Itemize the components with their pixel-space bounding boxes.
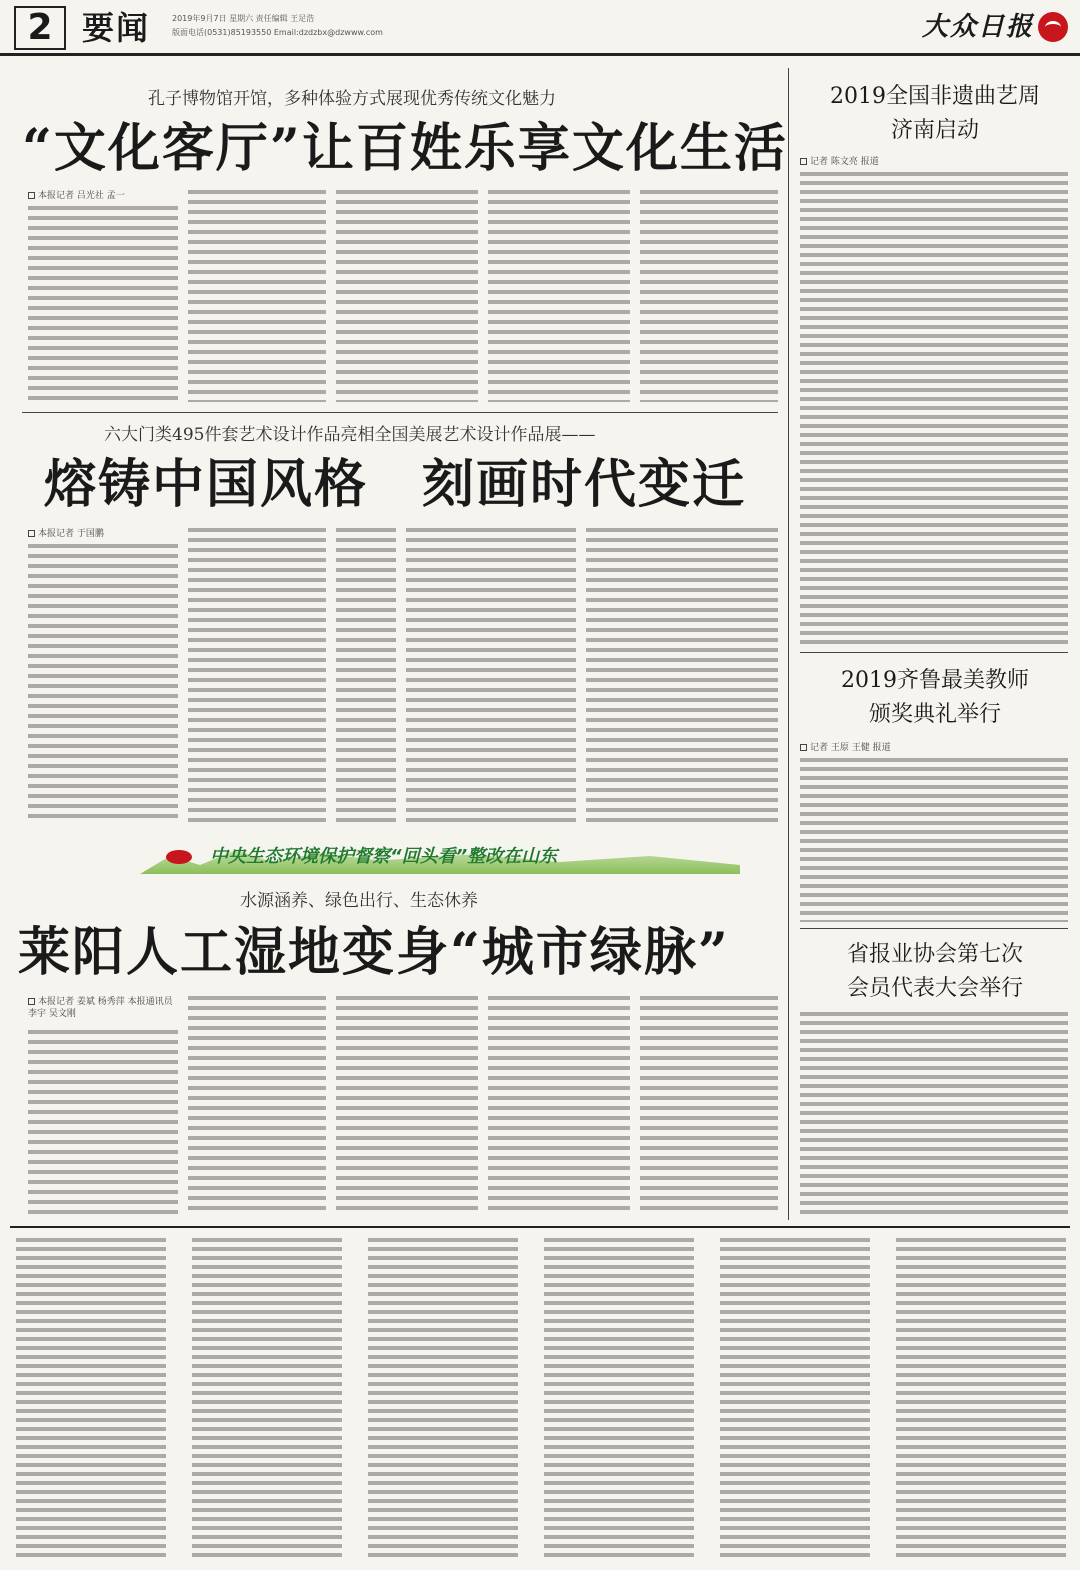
side1-byline: 记者 陈文亮 报道	[800, 156, 879, 168]
divider-side-2	[800, 928, 1068, 929]
bottom-col5	[720, 1238, 870, 1560]
masthead-meta-line1: 2019年9月7日 星期六 责任编辑 王足浩	[172, 14, 315, 23]
story3-body-col2	[188, 996, 326, 1214]
side2-title-line2: 颁奖典礼举行	[868, 702, 1001, 727]
masthead-meta-line2: 版面电话(0531)85193550 Email:dzdzbx@dzwww.com	[172, 28, 383, 37]
side2-title[interactable]	[800, 664, 1070, 732]
column-divider	[788, 68, 789, 1220]
story2-body-col3	[336, 528, 396, 822]
story2-body-col4	[406, 528, 576, 822]
masthead-meta	[172, 12, 383, 40]
divider-1	[22, 412, 778, 413]
story3-headline[interactable]: 莱阳人工湿地变身“城市绿脉”	[18, 922, 730, 983]
bottom-col3	[368, 1238, 518, 1560]
side1-title-line2: 济南启动	[890, 118, 979, 143]
story3-body-col1	[28, 1030, 178, 1214]
story2-headline[interactable]: 熔铸中国风格 刻画时代变迁	[44, 454, 747, 515]
story2-body-col1	[28, 544, 178, 822]
divider-bottom	[10, 1226, 1070, 1228]
story1-kicker: 孔子博物馆开馆，多种体验方式展现优秀传统文化魅力	[148, 89, 556, 109]
side2-byline: 记者 王原 王健 报道	[800, 742, 891, 754]
side1-title-line1: 2019全国非遗曲艺周	[830, 84, 1040, 109]
section-title: 要闻	[82, 9, 151, 47]
side3-body	[800, 1012, 1068, 1214]
paper-logo: 大众日报	[921, 12, 1034, 42]
bottom-col4	[544, 1238, 694, 1560]
bottom-col2	[192, 1238, 342, 1560]
side2-body	[800, 758, 1068, 922]
story3-body-col3	[336, 996, 478, 1214]
banner-text: 中央生态环境保护督察“回头看”整改在山东	[210, 846, 558, 867]
page-number: 2	[14, 6, 66, 50]
story2-body-col2	[188, 528, 326, 822]
story3-body-col5	[640, 996, 778, 1214]
story1-body-col1	[28, 206, 178, 402]
bottom-col6	[896, 1238, 1066, 1560]
side1-body	[800, 172, 1068, 644]
side1-title[interactable]	[800, 80, 1070, 148]
bottom-col1	[16, 1238, 166, 1560]
story2-byline: 本报记者 于国鹏	[28, 528, 104, 540]
story2-body-col5	[586, 528, 778, 822]
story3-byline: 本报记者 姜斌 杨秀萍 本报通讯员 李宇 吴文刚	[28, 997, 173, 1019]
story1-body-col4	[488, 190, 630, 402]
masthead	[0, 0, 1080, 56]
story1-body-col3	[336, 190, 478, 402]
divider-side-1	[800, 652, 1068, 653]
story1-body-col5	[640, 190, 778, 402]
side3-title-line2: 会员代表大会举行	[846, 976, 1023, 1001]
banner-emblem-icon	[166, 850, 192, 864]
side3-title[interactable]	[800, 938, 1070, 1006]
side2-title-line1: 2019齐鲁最美教师	[841, 668, 1029, 693]
story1-headline[interactable]: “文化客厅”让百姓乐享文化生活	[22, 118, 788, 179]
story3-body-col4	[488, 996, 630, 1214]
story1-byline: 本报记者 吕光社 孟一	[28, 190, 125, 202]
paper-logo-badge-icon	[1038, 12, 1068, 42]
eco-inspection-banner	[140, 840, 740, 874]
story2-kicker: 六大门类495件套艺术设计作品亮相全国美展艺术设计作品展——	[104, 425, 596, 445]
side3-title-line1: 省报业协会第七次	[846, 942, 1023, 967]
story1-body-col2	[188, 190, 326, 402]
story3-kicker: 水源涵养、绿色出行、生态休养	[240, 891, 478, 911]
